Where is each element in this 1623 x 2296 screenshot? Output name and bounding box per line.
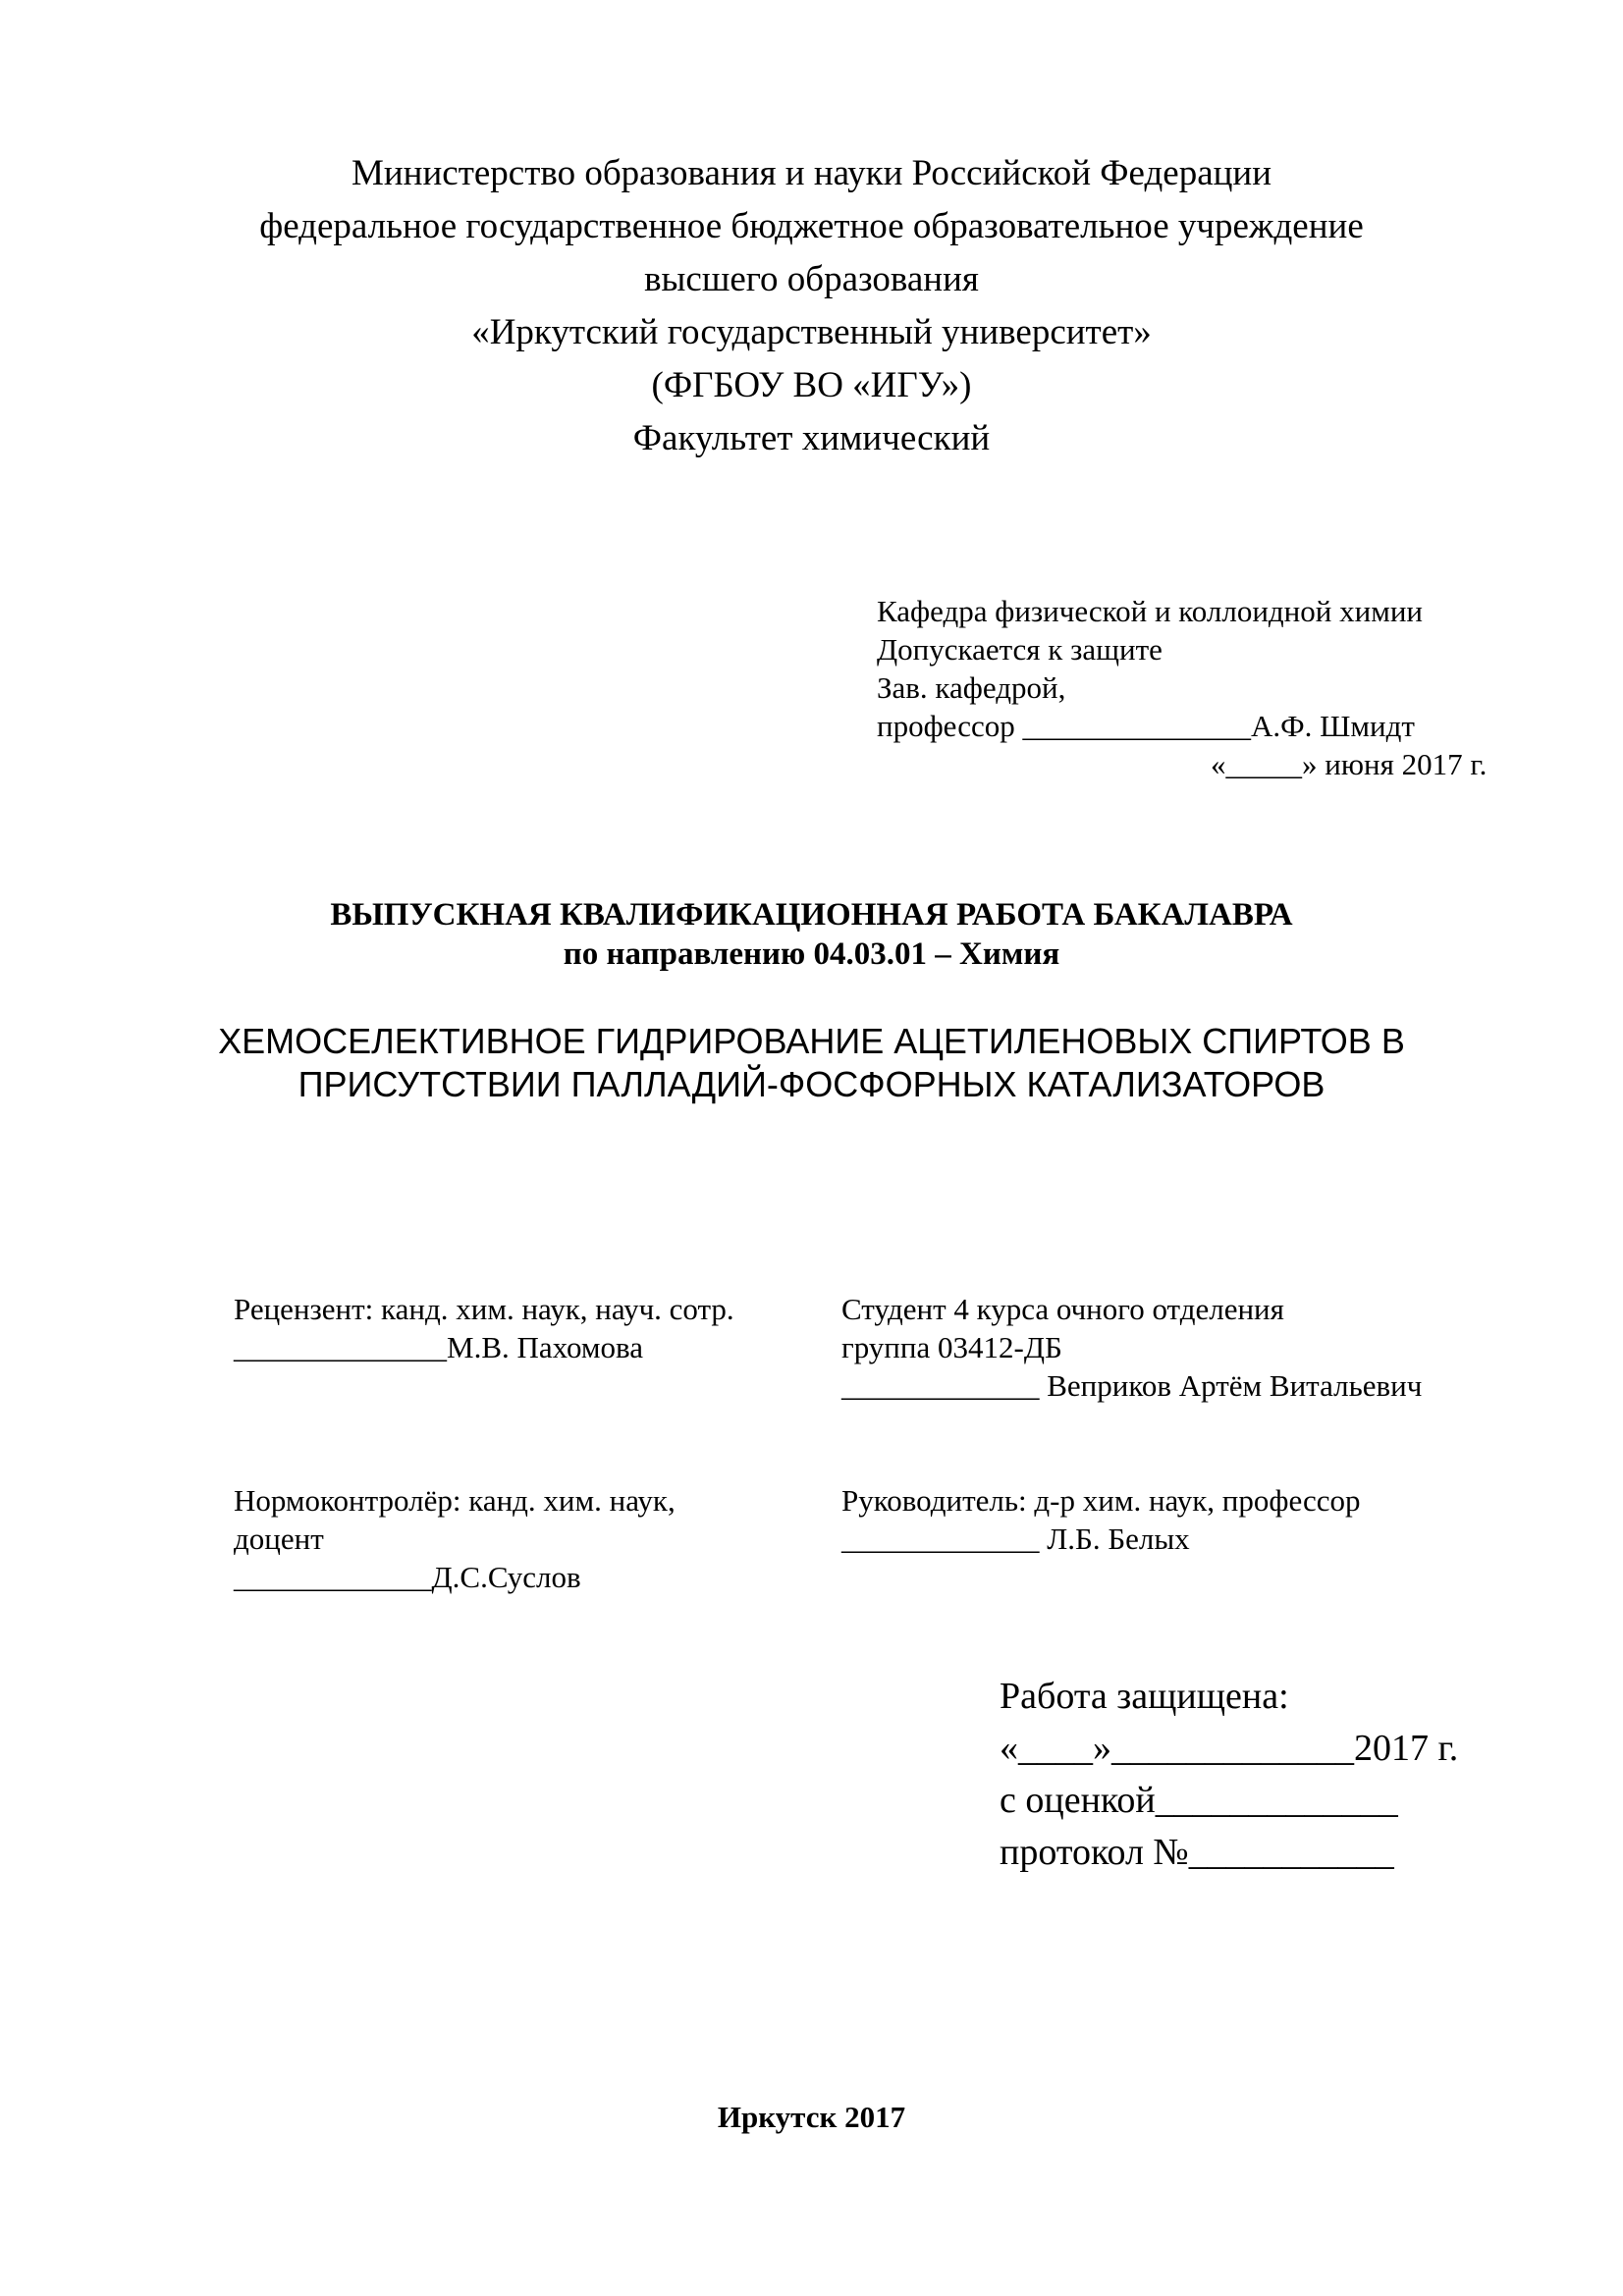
- defense-block: [1000, 1671, 1458, 1879]
- topic-line-2: ПРИСУТСТВИИ ПАЛЛАДИЙ-ФОСФОРНЫХ КАТАЛИЗАТОРОВ: [298, 1064, 1325, 1104]
- defense-title: Работа защищена:: [1000, 1676, 1289, 1717]
- supervisor-block: [841, 1481, 1361, 1558]
- head-signature-line: профессор _______________А.Ф. Шмидт: [877, 709, 1415, 743]
- normcontrol-role: Нормоконтролёр: канд. хим. наук,: [234, 1483, 676, 1518]
- reviewer-signature: ______________М.В. Пахомова: [234, 1330, 643, 1364]
- normcontrol-block: [234, 1481, 676, 1596]
- student-group: группа 03412-ДБ: [841, 1330, 1062, 1364]
- student-block: [841, 1290, 1422, 1405]
- department-line: Кафедра физической и коллоидной химии: [877, 594, 1424, 628]
- work-direction-line: по направлению 04.03.01 – Химия: [563, 936, 1060, 972]
- reviewer-block: [234, 1290, 734, 1366]
- work-title: [0, 895, 1623, 974]
- defense-date: «____»_____________2017 г.: [1000, 1728, 1459, 1769]
- student-signature: _____________ Веприков Артём Витальевич: [841, 1368, 1423, 1403]
- topic-line-1: ХЕМОСЕЛЕКТИВНОЕ ГИДРИРОВАНИЕ АЦЕТИЛЕНОВЫХ СПИРТОВ В: [218, 1021, 1405, 1061]
- head-title-line: Зав. кафедрой,: [877, 670, 1066, 705]
- student-role: Студент 4 курса очного отделения: [841, 1292, 1284, 1326]
- university-abbr-line: (ФГБОУ ВО «ИГУ»): [651, 365, 972, 405]
- work-type-line: ВЫПУСКНАЯ КВАЛИФИКАЦИОННАЯ РАБОТА БАКАЛАВРА: [330, 897, 1293, 933]
- education-level-line: высшего образования: [644, 259, 979, 299]
- approval-block: [877, 592, 1487, 783]
- defense-protocol: протокол №___________: [1000, 1832, 1394, 1873]
- reviewer-role: Рецензент: канд. хим. наук, науч. сотр.: [234, 1292, 734, 1326]
- city-year: Иркутск 2017: [717, 2100, 906, 2134]
- institution-header: [0, 147, 1623, 465]
- normcontrol-role-2: доцент: [234, 1522, 324, 1556]
- admitted-line: Допускается к защите: [877, 632, 1163, 667]
- institution-type-line: федеральное государственное бюджетное образовательное учреждение: [259, 206, 1364, 246]
- approval-date-line: «_____» июня 2017 г.: [1211, 747, 1488, 781]
- supervisor-role: Руководитель: д-р хим. наук, профессор: [841, 1483, 1361, 1518]
- normcontrol-signature: _____________Д.С.Суслов: [234, 1560, 581, 1594]
- defense-grade: с оценкой_____________: [1000, 1780, 1398, 1821]
- supervisor-signature: _____________ Л.Б. Белых: [841, 1522, 1190, 1556]
- thesis-topic: [0, 1020, 1623, 1106]
- faculty-line: Факультет химический: [632, 418, 991, 458]
- university-name-line: «Иркутский государственный университет»: [471, 312, 1152, 352]
- ministry-line: Министерство образования и науки Российской Федерации: [351, 153, 1272, 193]
